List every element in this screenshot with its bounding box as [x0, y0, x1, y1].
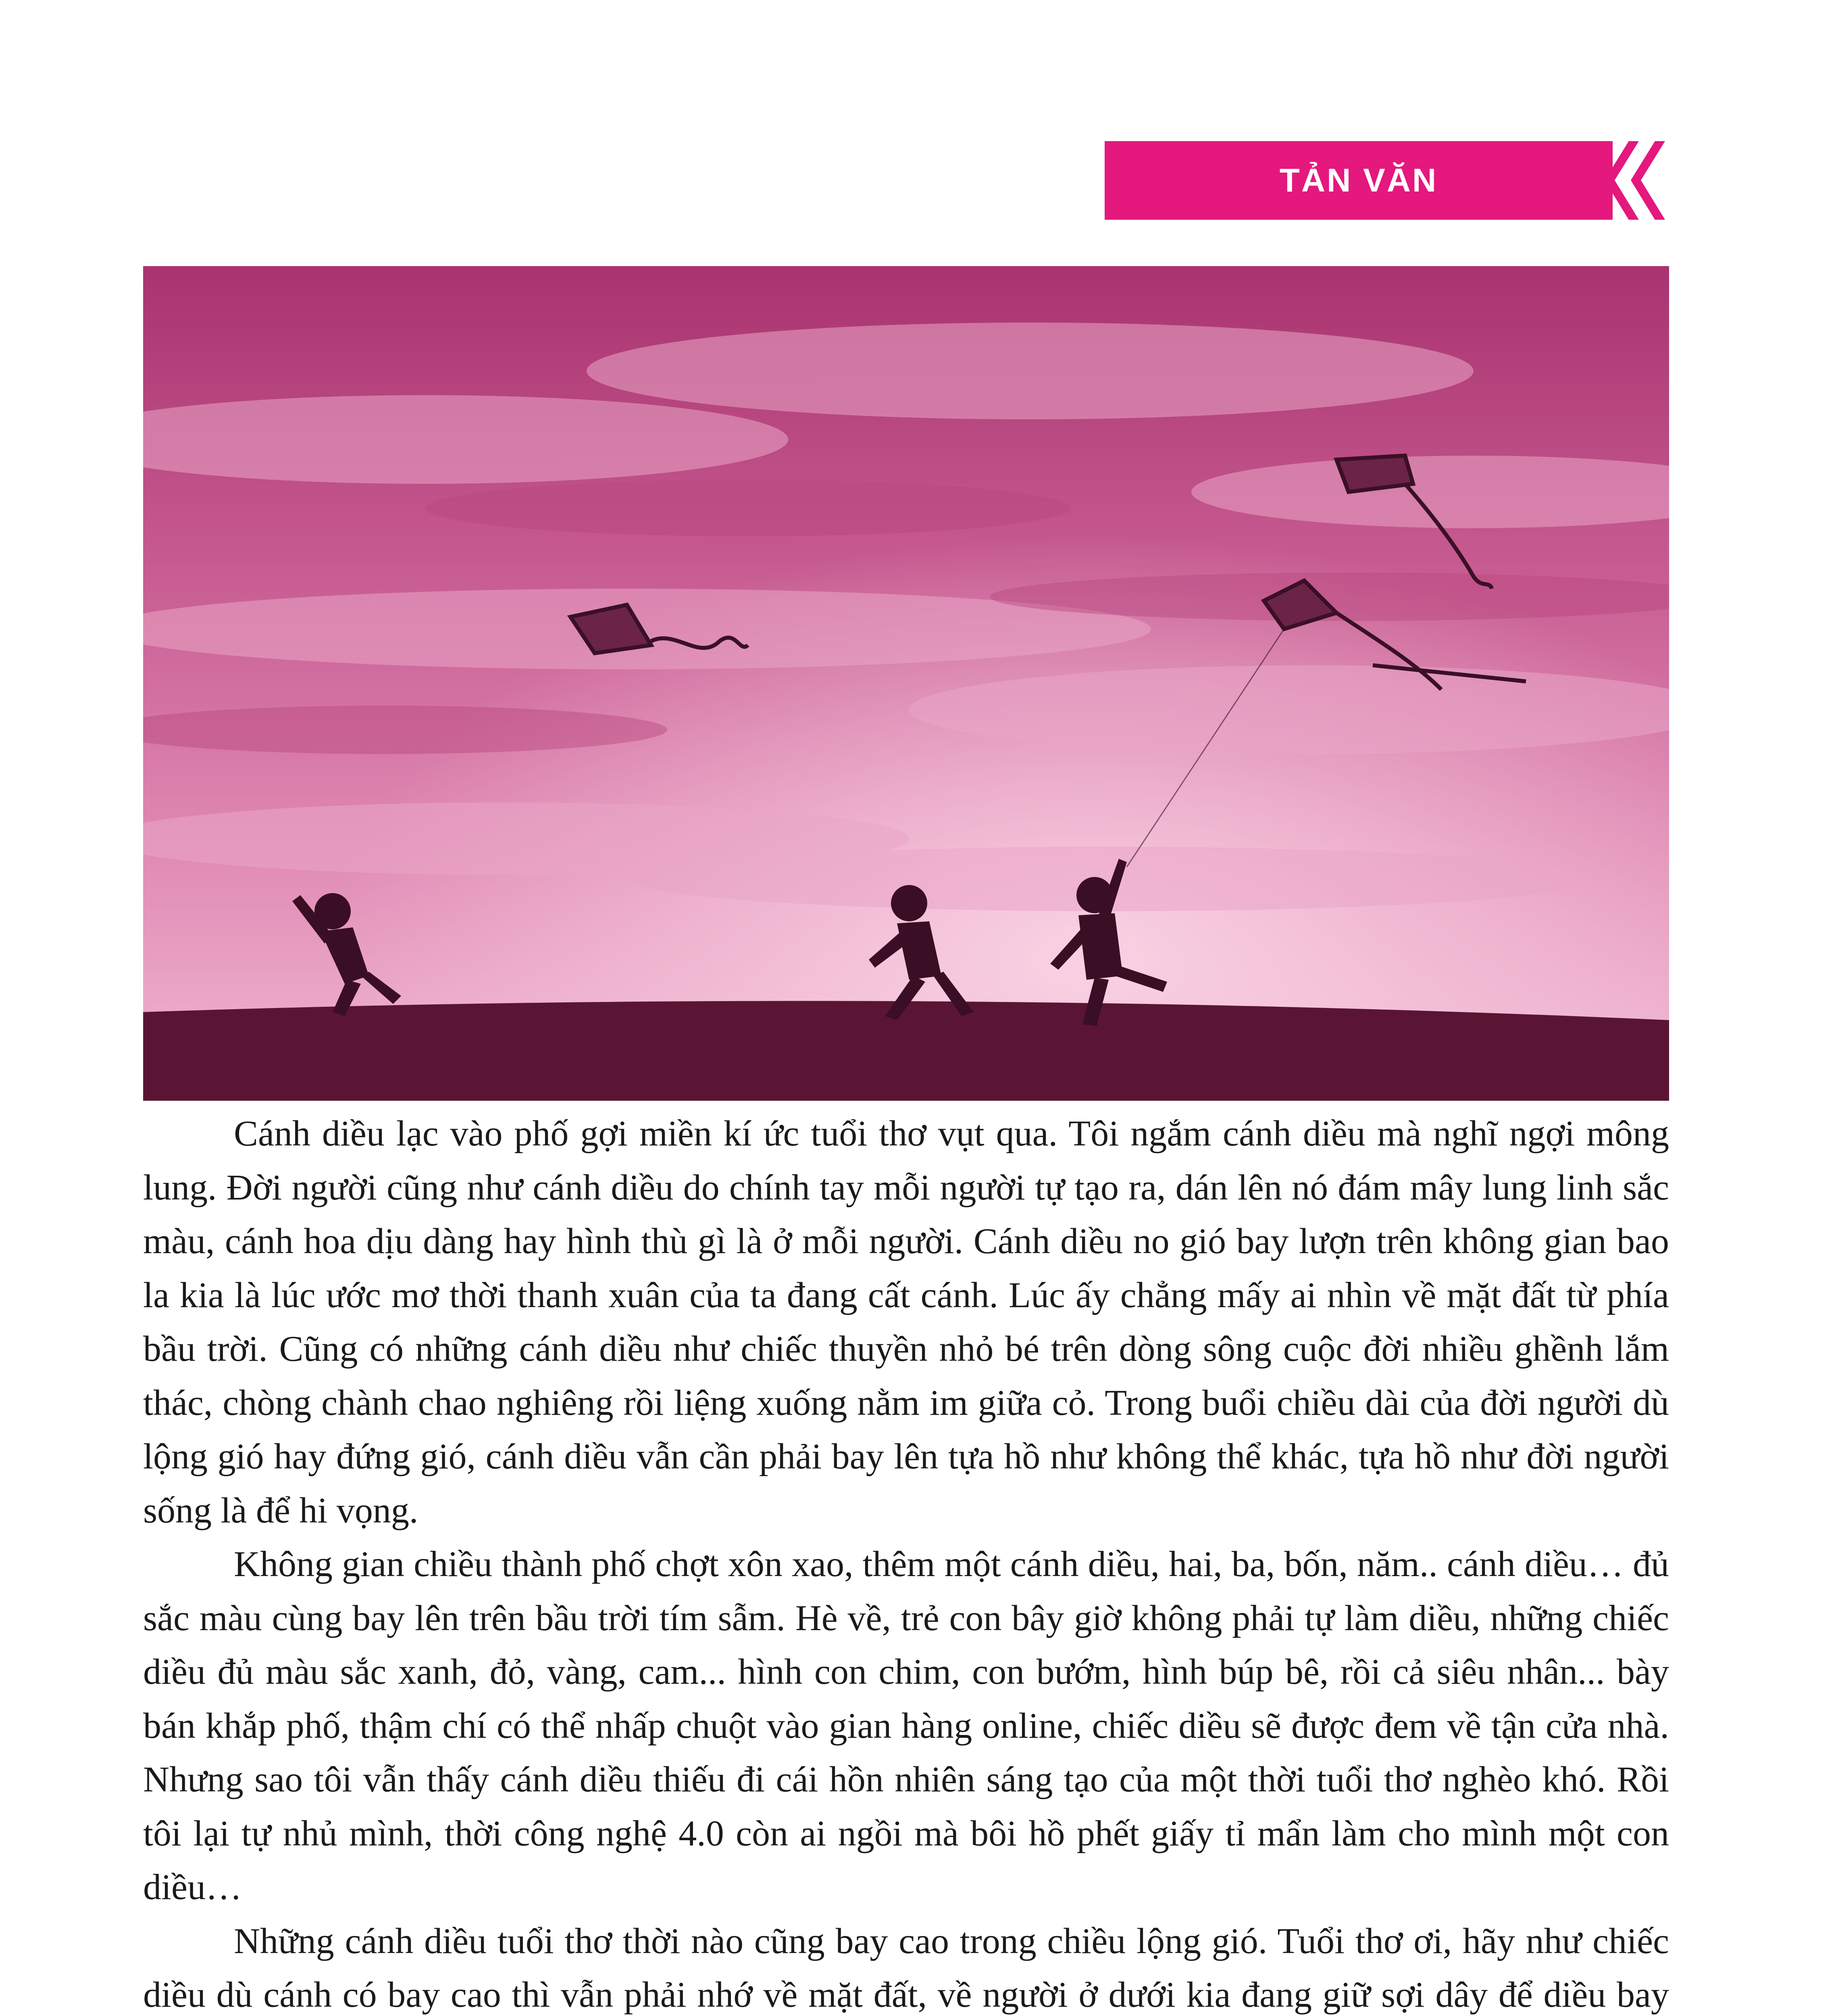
section-label: TẢN VĂN [1279, 162, 1438, 199]
kite-photo [143, 266, 1669, 1101]
article-paragraph: Không gian chiều thành phố chợt xôn xao, thêm một cánh diều, hai, ba, bốn, năm.. cánh diều… đủ sắc màu cùng bay lên trên bầu trời tím sẫm. Hè về, trẻ con bây giờ không phải tự làm diều, những chiếc diều đủ màu sắc xanh, đỏ, vàng, cam... hình con chim, con bướm, hình búp bê, rồi cả siêu nhân... bày bán khắp phố, thậm chí có thể nhấp chuột vào gian hàng online, chiếc diều sẽ được đem về tận cửa nhà. Nhưng sao tôi vẫn thấy cánh diều thiếu đi cái hồn nhiên sáng tạo của một thời tuổi thơ nghèo khó. Rồi tôi lại tự nhủ mình, thời công nghệ 4.0 còn ai ngồi mà bôi hồ phết giấy tỉ mẩn làm cho mình một con diều… [143, 1544, 1669, 1907]
chevron-decoration-icon [1564, 141, 1669, 220]
section-tab [1105, 141, 1613, 220]
article-body [143, 1107, 1669, 2016]
kite-flying-children-silhouette-photo [143, 266, 1669, 1101]
article-paragraph: Những cánh diều tuổi thơ thời nào cũng bay cao trong chiều lộng gió. Tuổi thơ ơi, hãy như chiếc diều dù cánh có bay cao thì vẫn phải nhớ về mặt đất, về người ở dưới kia đang giữ sợi dây để diều bay [143, 1921, 1669, 2015]
article-paragraph: Cánh diều lạc vào phố gợi miền kí ức tuổi thơ vụt qua. Tôi ngắm cánh diều mà nghĩ ngợi mông lung. Đời người cũng như cánh diều do chính tay mỗi người tự tạo ra, dán lên nó đám mây lung linh sắc màu, cánh hoa dịu dàng hay hình thù gì là ở mỗi người. Cánh diều no gió bay lượn trên không gian bao la kia là lúc ước mơ thời thanh xuân của ta đang cất cánh. Lúc ấy chẳng mấy ai nhìn về mặt đất từ phía bầu trời. Cũng có những cánh diều như chiếc thuyền nhỏ bé trên dòng sông cuộc đời nhiều ghềnh lắm thác, chòng chành chao nghiêng rồi liệng xuống nằm im giữa cỏ. Trong buổi chiều dài của đời người dù lộng gió hay đứng gió, cánh diều vẫn cần phải bay lên tựa hồ như không thể khác, tựa hồ như đời người sống là để hi vọng. [143, 1114, 1669, 1531]
